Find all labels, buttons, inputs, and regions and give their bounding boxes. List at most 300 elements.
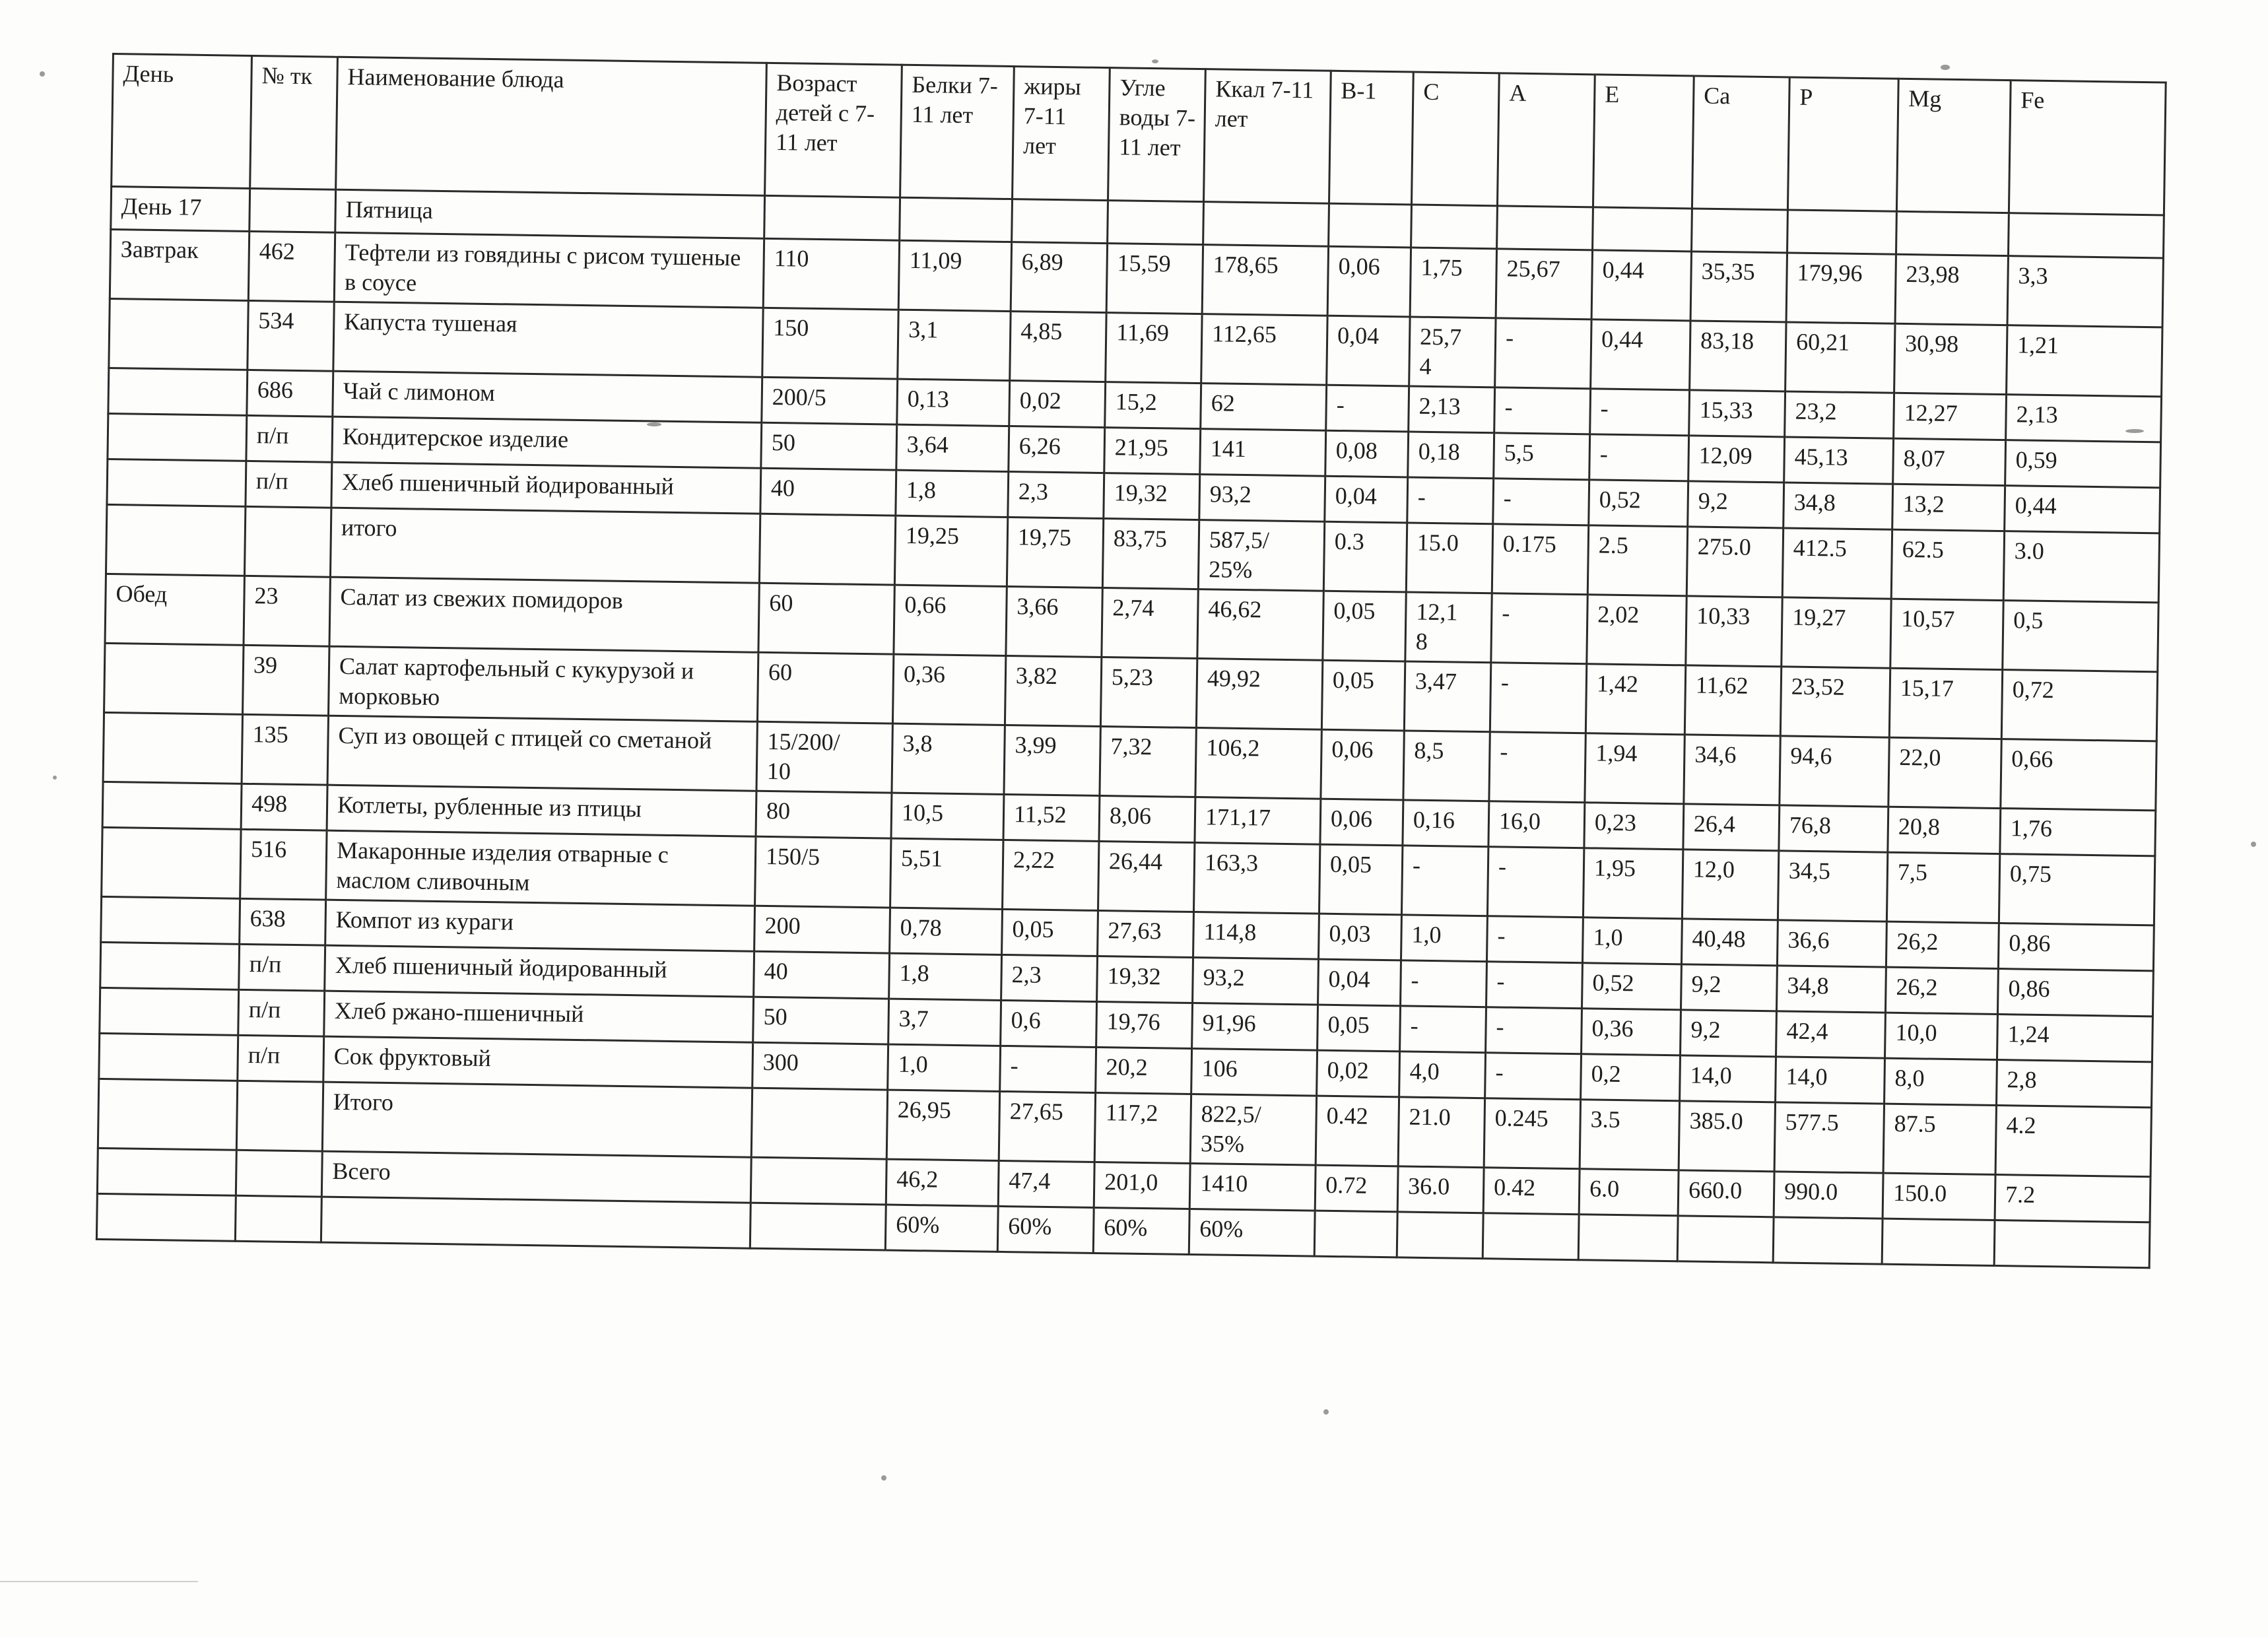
dish-name-cell: Салат картофельный с кукурузой и морковью [329,646,758,721]
dish-name-cell: Сок фруктовый [323,1036,753,1088]
fe-cell: 1,24 [1997,1015,2152,1062]
fat-cell: 4,85 [1010,312,1106,382]
carbs-cell: 26,44 [1098,841,1195,912]
empty-cell [1497,206,1593,250]
dish-name-cell: Хлеб пшеничный йодированный [331,462,761,514]
mg-cell: 8,0 [1884,1058,1997,1105]
e-cell: 2,02 [1587,595,1686,665]
fe-cell: 1,21 [2007,325,2162,397]
c-cell: - [1401,846,1488,916]
portion-cell: 150/5 [755,836,891,908]
empty-cell [1692,209,1788,253]
kcal-total-cell: 822,5/ 35% [1190,1094,1316,1165]
fat-percent-cell: 60% [997,1206,1094,1253]
fe-grand-cell: 7.2 [1995,1175,2151,1222]
header-protein: Белки 7-11 лет [900,65,1015,199]
total-label-cell: Итого [322,1082,752,1157]
b1-cell: 0,04 [1325,476,1408,523]
mg-cell: 10,0 [1884,1013,1997,1059]
p-total-cell: 577.5 [1774,1102,1884,1173]
header-fe: Fe [2009,81,2166,215]
a-cell: 5,5 [1494,433,1590,480]
e-cell: 0,23 [1584,803,1684,850]
b1-cell: 0,05 [1323,591,1406,661]
dish-name-cell: Капуста тушеная [333,302,763,377]
carbs-cell: 21,95 [1104,428,1201,475]
weekday-label: Пятница [335,189,765,238]
b1-cell: 0,05 [1321,660,1405,731]
kcal-cell: 106 [1191,1048,1317,1096]
dish-name-cell: Салат из свежих помидоров [329,577,759,652]
p-cell: 42,4 [1776,1011,1886,1058]
ca-cell: 26,4 [1683,804,1780,851]
fe-cell: 2,13 [2006,395,2162,442]
scan-speck [881,1475,886,1481]
fat-total-cell: 27,65 [999,1091,1095,1162]
fe-cell: 0,5 [2003,601,2158,672]
mg-cell: 26,2 [1886,921,1999,968]
portion-cell: 40 [760,468,896,516]
meal-label-cell [99,1033,238,1081]
b1-cell: 0,06 [1321,729,1404,800]
a-cell: 25,67 [1496,249,1592,319]
kcal-cell: 163,3 [1193,843,1319,914]
empty-cell [1483,1213,1579,1260]
portion-cell: 150 [762,308,898,379]
empty-cell [250,188,336,232]
empty-cell [235,1195,321,1242]
tk-cell: 462 [248,231,335,302]
carbs-percent-cell: 60% [1093,1207,1189,1254]
protein-cell: 3,64 [896,424,1009,471]
fe-cell: 0,72 [2001,670,2157,741]
empty-cell [1882,1219,1995,1265]
b1-cell: 0,06 [1327,246,1411,317]
tk-cell: 638 [240,898,326,945]
protein-cell: 3,8 [892,723,1005,794]
header-portion: Возраст детей с 7-11 лет [765,63,902,197]
mg-cell: 12,27 [1894,393,2007,440]
b1-grand-cell: 0.72 [1315,1165,1398,1212]
empty-cell [1773,1217,1883,1264]
meal-label-cell [103,712,242,784]
portion-cell: 60 [758,583,894,654]
dish-name-cell: Суп из овощей с птицей со сметаной [327,716,757,791]
kcal-cell: 46,62 [1197,589,1323,661]
p-total-cell: 412.5 [1782,528,1892,599]
ca-cell: 11,62 [1684,665,1781,736]
a-cell: - [1486,962,1583,1009]
kcal-cell: 62 [1201,384,1327,431]
header-dish: Наименование блюда [336,57,767,195]
empty-cell [750,1203,886,1250]
header-p: P [1787,77,1898,211]
c-cell: 0,16 [1403,800,1489,847]
p-cell: 36,6 [1777,920,1886,967]
p-cell: 19,27 [1782,597,1891,668]
e-cell: 1,42 [1585,664,1685,735]
b1-cell: 0,05 [1317,1005,1401,1052]
a-cell: - [1489,732,1585,803]
fat-cell: 3,82 [1005,655,1101,726]
header-tk: № тк [250,55,338,189]
empty-cell [900,197,1013,242]
tk-cell: 39 [243,645,329,716]
empty-cell [1314,1211,1397,1257]
p-cell: 23,2 [1785,391,1894,438]
header-e: E [1593,75,1694,209]
b1-cell: 0,05 [1319,844,1402,915]
p-cell: 179,96 [1786,253,1896,323]
c-cell: 3,47 [1404,661,1490,732]
day-label: День 17 [111,187,250,232]
dish-name-cell: Макаронные изделия отварные с маслом сливочным [326,830,756,906]
fe-total-cell: 4.2 [1995,1106,2151,1177]
scan-speck [1152,59,1158,63]
ca-total-cell: 385.0 [1679,1101,1775,1172]
meal-label-cell: Обед [105,574,244,645]
protein-cell: 1,8 [889,953,1002,1000]
empty-cell [1203,202,1329,247]
ca-cell: 10,33 [1686,596,1782,667]
meal-label-cell [100,942,240,989]
protein-cell: 10,5 [891,793,1004,840]
b1-cell: 0,06 [1320,799,1403,846]
tk-cell: п/п [239,944,325,991]
header-mg: Mg [1896,79,2011,213]
empty-cell [1896,211,2009,255]
dish-name-cell: Котлеты, рубленные из птицы [327,785,756,836]
a-cell: - [1490,663,1586,733]
e-grand-cell: 6.0 [1579,1169,1679,1216]
ca-cell: 83,18 [1690,321,1786,391]
scan-speck [40,71,45,77]
meal-label-cell [102,827,241,898]
c-total-cell: 21.0 [1398,1097,1484,1168]
c-cell: 4,0 [1399,1052,1486,1098]
portion-cell: 80 [756,791,892,838]
p-cell: 23,52 [1780,667,1890,737]
fat-cell: 0,6 [1001,1000,1097,1047]
empty-cell [1411,205,1498,249]
c-cell: 8,5 [1403,731,1490,801]
kcal-percent-cell: 60% [1189,1209,1315,1256]
e-total-cell: 2.5 [1587,525,1687,596]
a-total-cell: 0.245 [1484,1098,1580,1169]
empty-cell [751,1088,887,1159]
protein-total-cell: 19,25 [894,516,1007,586]
ca-cell: 14,0 [1680,1055,1776,1102]
e-cell: 0,36 [1582,1009,1681,1055]
empty-cell [236,1081,323,1151]
meal-label-cell [108,413,247,461]
p-grand-cell: 990.0 [1774,1172,1883,1219]
e-cell: 0,52 [1589,480,1688,527]
tk-cell: 498 [241,784,327,830]
dish-name-cell: Хлеб пшеничный йодированный [325,945,754,997]
dish-name-cell: Тефтели из говядины с рисом тушеные в соусе [334,232,764,308]
b1-cell: - [1326,385,1409,432]
ca-cell: 12,0 [1682,850,1778,920]
portion-cell: 50 [761,422,897,470]
scan-speck [2125,429,2144,433]
fe-cell: 0,59 [2005,440,2161,488]
mg-grand-cell: 150.0 [1883,1173,1995,1220]
tk-cell: п/п [238,989,325,1036]
e-cell: 0,52 [1582,963,1682,1010]
header-kcal: Ккал 7-11 лет [1204,69,1331,204]
p-cell: 60,21 [1785,322,1895,393]
carbs-cell: 19,32 [1104,473,1200,520]
b1-cell: 0,04 [1318,959,1401,1006]
fe-cell: 0,86 [1997,969,2153,1017]
fe-cell: 3,3 [2007,256,2163,327]
c-cell: 1,0 [1401,915,1487,962]
portion-cell: 40 [754,951,890,999]
empty-cell [1397,1212,1483,1259]
ca-cell: 9,2 [1688,481,1784,528]
e-cell: 0,2 [1581,1054,1681,1101]
mg-cell: 26,2 [1885,967,1998,1014]
mg-cell: 23,98 [1895,254,2008,325]
mg-cell: 30,98 [1894,323,2007,394]
kcal-cell: 93,2 [1199,475,1325,522]
header-fat: жиры 7-11 лет [1013,67,1110,201]
tk-cell: п/п [238,1035,324,1082]
scan-speck [2251,842,2256,847]
ca-cell: 9,2 [1681,1010,1777,1057]
fe-cell: 0,86 [1998,923,2154,971]
empty-cell [750,1157,886,1205]
protein-total-cell: 26,95 [886,1090,999,1160]
scan-speck [1941,65,1950,70]
protein-grand-cell: 46,2 [886,1159,999,1206]
header-day: День [112,54,252,189]
protein-cell: 1,8 [896,470,1009,517]
fe-cell: 1,76 [2000,809,2156,856]
a-cell: - [1485,1053,1582,1100]
b1-total-cell: 0.3 [1323,521,1407,592]
carbs-grand-cell: 201,0 [1094,1162,1190,1209]
carbs-cell: 19,76 [1096,1001,1193,1048]
fe-cell: 0,66 [2001,739,2156,811]
tk-cell: 135 [242,714,328,785]
portion-cell: 50 [753,997,889,1044]
carbs-total-cell: 83,75 [1102,519,1199,589]
ca-cell: 15,33 [1689,390,1785,437]
b1-total-cell: 0.42 [1316,1096,1399,1166]
header-b1: B-1 [1329,71,1413,205]
b1-cell: 0,04 [1327,316,1410,386]
mg-cell: 20,8 [1888,807,2001,853]
carbs-cell: 11,69 [1106,313,1202,384]
empty-cell [1994,1220,2150,1267]
portion-cell: 15/200/ 10 [756,721,892,793]
protein-percent-cell: 60% [885,1205,998,1252]
carbs-cell: 2,74 [1102,588,1198,659]
mg-total-cell: 62.5 [1891,529,2004,600]
p-cell: 34,5 [1778,851,1887,921]
header-a: A [1497,73,1595,207]
b1-cell: 0,03 [1319,914,1402,960]
mg-cell: 8,07 [1893,438,2006,485]
scan-speck [53,776,57,780]
protein-cell: 1,0 [888,1044,1001,1091]
meal-label-cell [101,896,240,944]
kcal-cell: 171,17 [1195,797,1321,845]
portion-cell: 200 [754,906,890,953]
c-cell: 1,75 [1410,248,1496,318]
c-grand-cell: 36.0 [1397,1166,1484,1213]
e-cell: 0,44 [1591,319,1690,390]
empty-cell [244,506,331,577]
e-total-cell: 3.5 [1580,1100,1679,1170]
carbs-cell: 19,32 [1097,956,1193,1003]
c-cell: - [1407,477,1494,524]
b1-cell: 0,02 [1317,1050,1400,1097]
a-total-cell: 0.175 [1492,524,1588,595]
e-cell: 1,0 [1582,918,1682,964]
fat-cell: 2,3 [1001,954,1098,1001]
empty-cell [1012,199,1108,244]
dish-name-cell: Компот из кураги [325,900,755,951]
empty-cell [98,1079,237,1150]
b1-cell: 0,08 [1325,430,1409,477]
meal-label-cell [104,643,244,714]
a-cell: - [1495,318,1591,389]
p-cell: 34,8 [1784,483,1893,529]
header-carbs: Угле воды 7-11 лет [1108,68,1206,202]
empty-cell [1578,1215,1678,1261]
ca-total-cell: 275.0 [1686,527,1783,597]
mg-cell: 13,2 [1892,484,2005,531]
c-total-cell: 15.0 [1406,523,1492,593]
fat-cell: 6,89 [1011,242,1107,313]
grand-total-label-cell: Всего [321,1151,751,1203]
c-cell: 0,18 [1408,432,1494,479]
ca-cell: 35,35 [1690,251,1787,322]
tk-cell: 686 [247,370,333,417]
fat-cell: 0,02 [1009,381,1106,428]
fat-cell: 3,99 [1004,725,1100,795]
carbs-cell: 8,06 [1099,795,1195,842]
kcal-grand-cell: 1410 [1189,1163,1316,1211]
meal-label-cell [109,298,248,370]
fat-cell: 6,26 [1009,426,1105,473]
scan-edge-line [0,1581,198,1582]
header-c: C [1411,72,1499,206]
tk-cell: п/п [246,461,332,508]
a-cell: - [1493,479,1589,525]
fat-cell: 2,3 [1008,472,1104,519]
fat-cell: 3,66 [1006,587,1102,657]
a-cell: - [1491,593,1587,664]
protein-cell: 0,36 [892,654,1005,725]
e-cell: 1,94 [1585,733,1684,804]
protein-cell: 0,78 [890,908,1003,954]
empty-cell [321,1197,750,1248]
a-cell: - [1487,847,1584,918]
tk-cell: п/п [246,415,333,462]
empty-cell [1108,201,1204,245]
carbs-cell: 20,2 [1096,1047,1192,1094]
fat-cell: 11,52 [1003,794,1100,841]
empty-cell [759,514,895,585]
tk-cell: 516 [240,829,327,900]
a-cell: - [1494,387,1591,434]
dish-name-cell: Чай с лимоном [333,371,762,422]
ca-cell: 40,48 [1681,919,1778,966]
empty-cell [1329,203,1412,248]
kcal-total-cell: 587,5/ 25% [1198,520,1324,591]
empty-cell [236,1150,322,1197]
p-cell: 76,8 [1779,805,1888,852]
meal-label-cell [107,459,246,506]
mg-cell: 7,5 [1886,852,1999,923]
kcal-cell: 178,65 [1202,245,1328,316]
portion-cell: 110 [763,238,899,310]
fe-cell: 2,8 [1997,1060,2152,1108]
carbs-cell: 15,59 [1106,244,1203,314]
carbs-cell: 7,32 [1100,727,1196,797]
p-cell: 45,13 [1784,437,1894,484]
ca-cell: 12,09 [1688,436,1785,483]
protein-cell: 3,1 [898,310,1011,380]
c-cell: - [1400,1006,1486,1053]
ca-cell: 34,6 [1684,735,1780,805]
protein-cell: 11,09 [898,240,1011,311]
a-cell: 16,0 [1488,801,1585,848]
fe-total-cell: 3.0 [2003,531,2159,603]
fat-cell: 2,22 [1003,840,1099,910]
a-grand-cell: 0.42 [1483,1168,1580,1215]
c-cell: 12,1 8 [1405,592,1492,663]
kcal-cell: 49,92 [1196,659,1322,730]
mg-cell: 22,0 [1888,737,2001,808]
empty-cell [2008,213,2164,258]
tk-cell: 23 [244,576,330,646]
empty-cell [96,1193,236,1241]
dish-name-cell: Кондитерское изделие [332,417,762,468]
protein-cell: 5,51 [890,838,1003,909]
mg-total-cell: 87.5 [1883,1104,1996,1174]
kcal-cell: 114,8 [1193,912,1319,960]
nutrition-table [96,53,2167,1269]
c-cell: 25,7 4 [1409,317,1496,387]
p-cell: 34,8 [1776,966,1886,1013]
portion-cell: 200/5 [762,377,898,424]
e-cell: - [1589,434,1689,481]
p-cell: 14,0 [1776,1057,1885,1104]
empty-cell [1593,207,1692,251]
protein-cell: 0,13 [897,379,1010,426]
carbs-cell: 15,2 [1105,382,1201,429]
kcal-cell: 91,96 [1192,1003,1318,1050]
e-cell: 1,95 [1583,848,1683,919]
protein-cell: 0,66 [894,585,1007,655]
fat-grand-cell: 47,4 [998,1160,1094,1207]
meal-label-cell [108,368,248,415]
empty-cell [764,195,900,240]
scan-speck [1323,1409,1329,1415]
portion-cell: 300 [752,1042,888,1090]
e-cell: - [1590,389,1690,436]
protein-cell: 3,7 [888,999,1001,1046]
kcal-cell: 93,2 [1193,957,1319,1005]
scan-speck [647,422,661,426]
kcal-cell: 106,2 [1195,728,1321,799]
dish-name-cell: Хлеб ржано-пшеничный [324,991,754,1042]
